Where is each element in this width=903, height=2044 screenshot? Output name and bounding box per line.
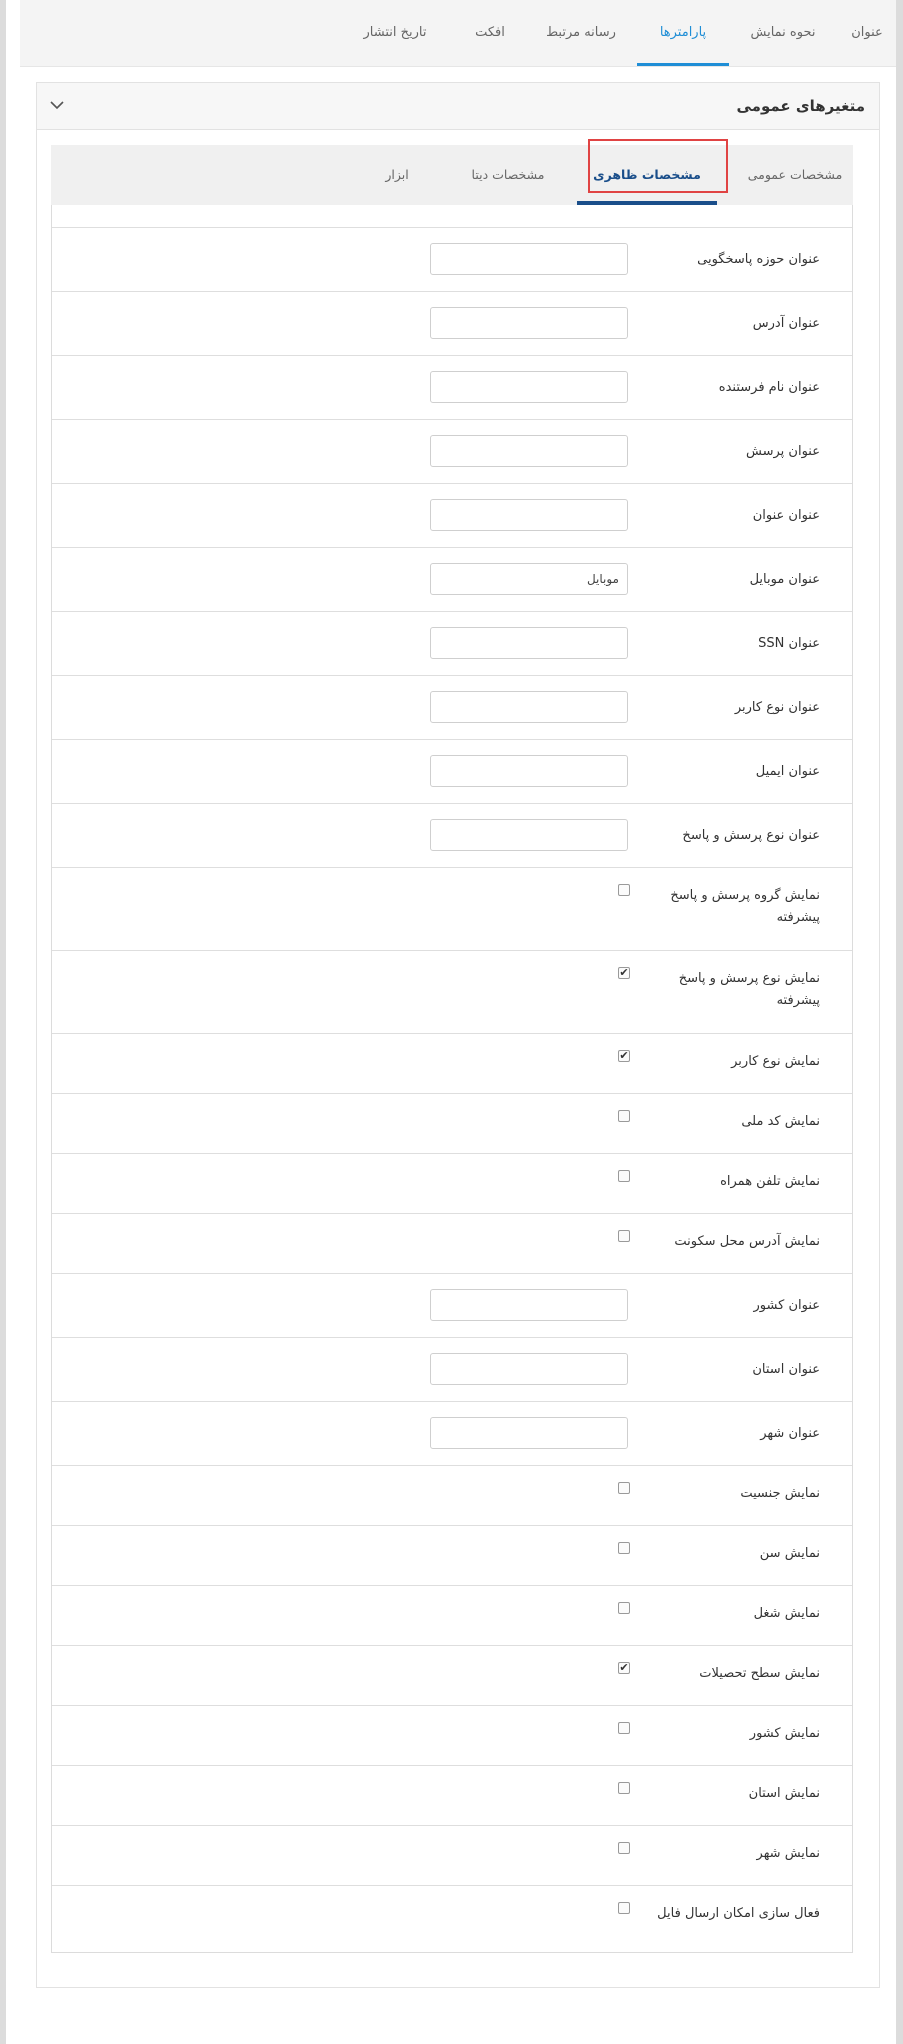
panel-body	[51, 145, 853, 1953]
field-label: نمایش شغل	[753, 1606, 820, 1621]
field-label: نمایش کشور	[749, 1726, 820, 1741]
field-label: عنوان حوزه پاسخگویی	[697, 252, 820, 267]
checkbox[interactable]	[618, 1902, 630, 1914]
appearance-form	[51, 205, 853, 1953]
form-row	[52, 1273, 852, 1337]
top-tab-bar	[20, 0, 896, 67]
form-row	[52, 547, 852, 611]
panel-header[interactable]	[37, 83, 879, 130]
checkbox[interactable]	[618, 1842, 630, 1854]
form-row	[52, 1337, 852, 1401]
text-field[interactable]	[430, 819, 628, 851]
form-row	[52, 291, 852, 355]
text-field[interactable]	[430, 1289, 628, 1321]
field-label: عنوان کشور	[753, 1298, 820, 1313]
field-label: عنوان نوع پرسش و پاسخ	[682, 828, 820, 843]
tab-display-mode[interactable]: نحوه نمایش	[750, 25, 816, 40]
form-row	[52, 1705, 852, 1765]
checkbox[interactable]	[618, 1110, 630, 1122]
form-row	[52, 1525, 852, 1585]
field-label: نمایش سن	[759, 1546, 820, 1561]
field-label: نمایش تلفن همراه	[720, 1174, 820, 1189]
field-label: عنوان SSN	[758, 636, 820, 651]
field-label: عنوان نوع کاربر	[734, 700, 820, 715]
text-field[interactable]	[430, 563, 628, 595]
form-row	[52, 419, 852, 483]
field-label: عنوان نام فرستنده	[718, 380, 820, 395]
field-label: نمایش نوع کاربر	[731, 1054, 820, 1069]
text-field[interactable]	[430, 691, 628, 723]
form-row	[52, 483, 852, 547]
text-field[interactable]	[430, 1353, 628, 1385]
settings-page	[6, 0, 896, 2044]
form-row	[52, 867, 852, 950]
form-row	[52, 611, 852, 675]
tab-effect[interactable]: افکت	[475, 25, 505, 40]
checkbox[interactable]	[618, 1602, 630, 1614]
chevron-down-icon[interactable]	[49, 97, 65, 113]
checkbox-checked[interactable]: ✔	[619, 966, 629, 979]
sub-tab-bar	[51, 145, 853, 205]
sub-tab-data[interactable]: مشخصات دیتا	[471, 167, 545, 182]
form-row	[52, 950, 852, 1033]
text-field[interactable]	[430, 499, 628, 531]
checkbox[interactable]	[618, 1722, 630, 1734]
form-row	[52, 1093, 852, 1153]
field-label: عنوان شهر	[760, 1426, 820, 1441]
sub-tab-appearance[interactable]: مشخصات ظاهری	[577, 145, 717, 205]
tab-related-media[interactable]: رسانه مرتبط	[546, 25, 616, 40]
checkbox[interactable]	[618, 884, 630, 896]
text-field[interactable]	[430, 1417, 628, 1449]
checkbox-checked[interactable]: ✔	[619, 1661, 629, 1674]
form-row	[52, 1465, 852, 1525]
form-row	[52, 1401, 852, 1465]
field-label: نمایش نوع پرسش و پاسخ پیشرفته	[678, 971, 820, 1008]
text-field[interactable]	[430, 627, 628, 659]
form-row	[52, 1765, 852, 1825]
checkbox-checked[interactable]: ✔	[619, 1049, 629, 1062]
form-row	[52, 355, 852, 419]
field-label: عنوان موبایل	[749, 572, 820, 587]
field-label: فعال سازی امکان ارسال فایل	[657, 1906, 820, 1921]
tab-publish-date[interactable]: تاریخ انتشار	[363, 25, 427, 40]
general-variables-panel	[36, 82, 880, 1988]
text-field[interactable]	[430, 371, 628, 403]
tab-title[interactable]: عنوان	[851, 25, 883, 40]
field-label: عنوان آدرس	[752, 316, 820, 331]
text-field[interactable]	[430, 243, 628, 275]
sub-tab-tools[interactable]: ابزار	[385, 167, 409, 182]
field-label: نمایش کد ملی	[741, 1114, 820, 1129]
form-row	[52, 227, 852, 291]
tab-parameters[interactable]: پارامترها	[637, 0, 729, 66]
field-label: نمایش گروه پرسش و پاسخ پیشرفته	[670, 888, 820, 925]
checkbox[interactable]	[618, 1170, 630, 1182]
text-field[interactable]	[430, 307, 628, 339]
form-row	[52, 1585, 852, 1645]
form-row	[52, 1153, 852, 1213]
field-label: نمایش شهر	[756, 1846, 820, 1861]
field-label: عنوان ایمیل	[755, 764, 820, 779]
checkbox[interactable]	[618, 1482, 630, 1494]
field-label: نمایش جنسیت	[740, 1486, 820, 1501]
panel-title: متغیرهای عمومی	[736, 97, 865, 115]
field-label: نمایش استان	[748, 1786, 820, 1801]
form-row	[52, 1825, 852, 1885]
text-field[interactable]	[430, 435, 628, 467]
field-label: عنوان پرسش	[746, 444, 820, 459]
form-row	[52, 675, 852, 739]
checkbox[interactable]	[618, 1230, 630, 1242]
field-label: نمایش آدرس محل سکونت	[674, 1234, 820, 1249]
form-row	[52, 1645, 852, 1705]
form-row	[52, 1033, 852, 1093]
checkbox[interactable]	[618, 1542, 630, 1554]
field-label: عنوان عنوان	[752, 508, 820, 523]
sub-tab-general[interactable]: مشخصات عمومی	[747, 167, 843, 182]
checkbox[interactable]	[618, 1782, 630, 1794]
field-label: نمایش سطح تحصیلات	[699, 1666, 820, 1681]
form-row	[52, 1885, 852, 1945]
form-row	[52, 1213, 852, 1273]
form-row	[52, 739, 852, 803]
form-row	[52, 803, 852, 867]
field-label: عنوان استان	[752, 1362, 820, 1377]
text-field[interactable]	[430, 755, 628, 787]
